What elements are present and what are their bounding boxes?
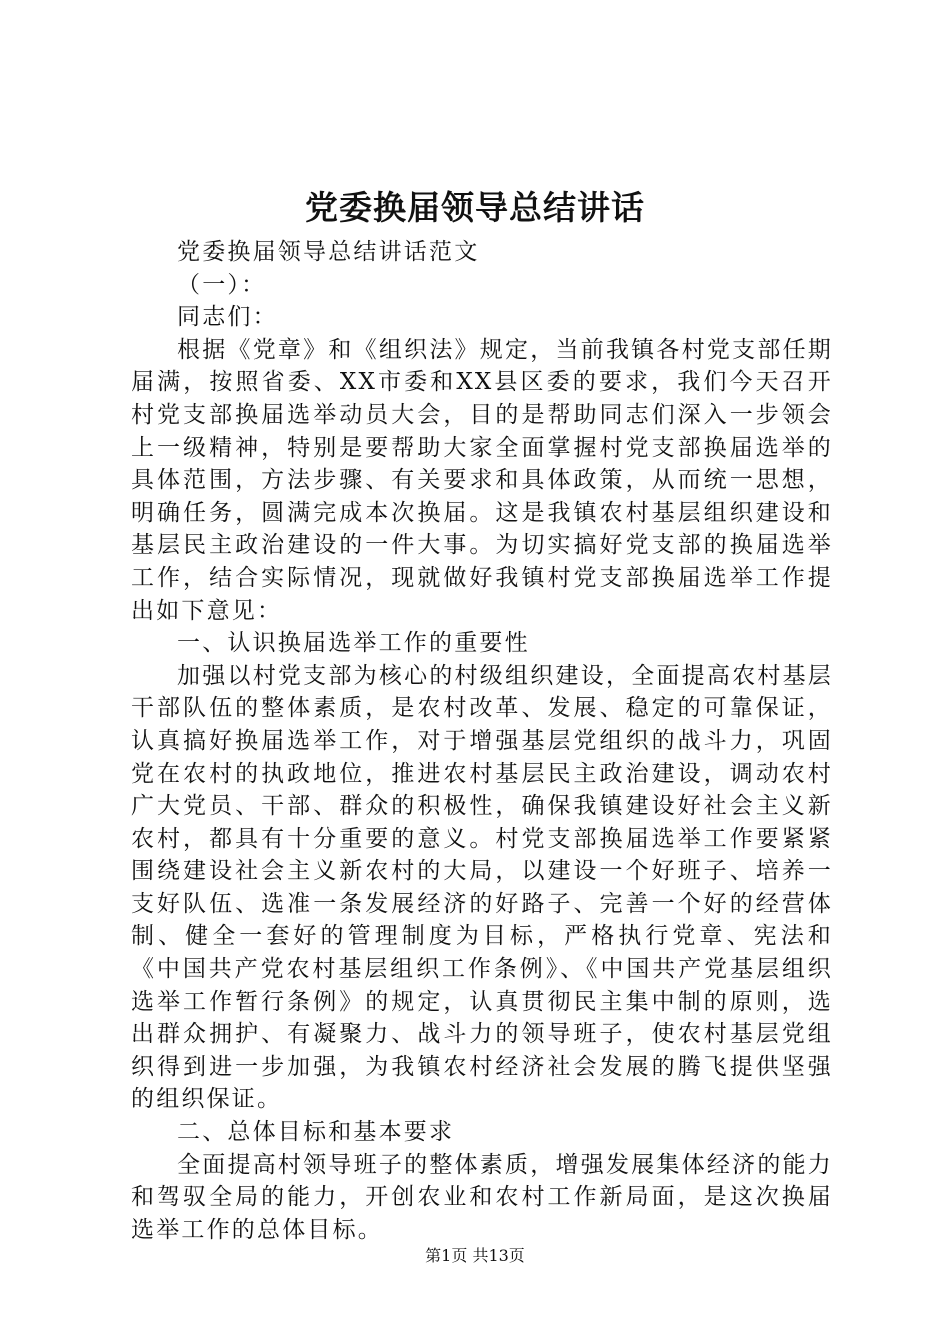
section-marker: （一）： [177,271,267,298]
body-paragraph: 全面提高村领导班子的整体素质，增强发展集体经济的能力和驾驭全局的能力，开创农业和农村工作新局面，是这次换届选举工作的总体目标。 [131,1151,833,1243]
page-footer: 第1页 共13页 [425,1246,525,1265]
document-title: 党委换届领导总结讲话 [305,188,645,227]
section-heading: 二、总体目标和基本要求 [177,1119,455,1146]
subtitle-paragraph: 党委换届领导总结讲话范文 [177,239,480,265]
salutation: 同志们： [177,304,278,331]
body-paragraph: 加强以村党支部为核心的村级组织建设，全面提高农村基层干部队伍的整体素质，是农村改革、发展、稳定的可靠保证，认真搞好换届选举工作，对于增强基层党组织的战斗力，巩固党在农村的执政地位，推进农村基层民主政治建设，调动农村广大党员、干部、群众的积极性，确保我镇建设好社会主义新农村，都具有十分重要的意义。村党支部换届选举工作要紧紧围绕建设社会主义新农村的大局，以建设一个好班子、培养一支好队伍、选准一条发展经济的好路子、完善一个好的经营体制、健全一套好的管理制度为目标，严格执行党章、宪法和《中国共产党农村基层组织工作条例》、《中国共产党基层组织选举工作暂行条例》的规定，认真贯彻民主集中制的原则，选出群众拥护、有凝聚力、战斗力的领导班子，使农村基层党组织得到进一步加强，为我镇农村经济社会发展的腾飞提供坚强的组织保证。 [131,662,833,1113]
document-body [131,236,833,1246]
body-paragraph: 根据《党章》和《组织法》规定，当前我镇各村党支部任期届满，按照省委、XX市委和XX县区委的要求，我们今天召开村党支部换届选举动员大会，目的是帮助同志们深入一步领会上一级精神，特别是要帮助大家全面掌握村党支部换届选举的具体范围，方法步骤、有关要求和具体政策，从而统一思想，明确任务，圆满完成本次换届。这是我镇农村基层组织建设和基层民主政治建设的一件大事。为切实搞好党支部的换届选举工作，结合实际情况，现就做好我镇村党支部换届选举工作提出如下意见： [131,336,833,624]
section-heading: 一、认识换届选举工作的重要性 [177,630,530,657]
